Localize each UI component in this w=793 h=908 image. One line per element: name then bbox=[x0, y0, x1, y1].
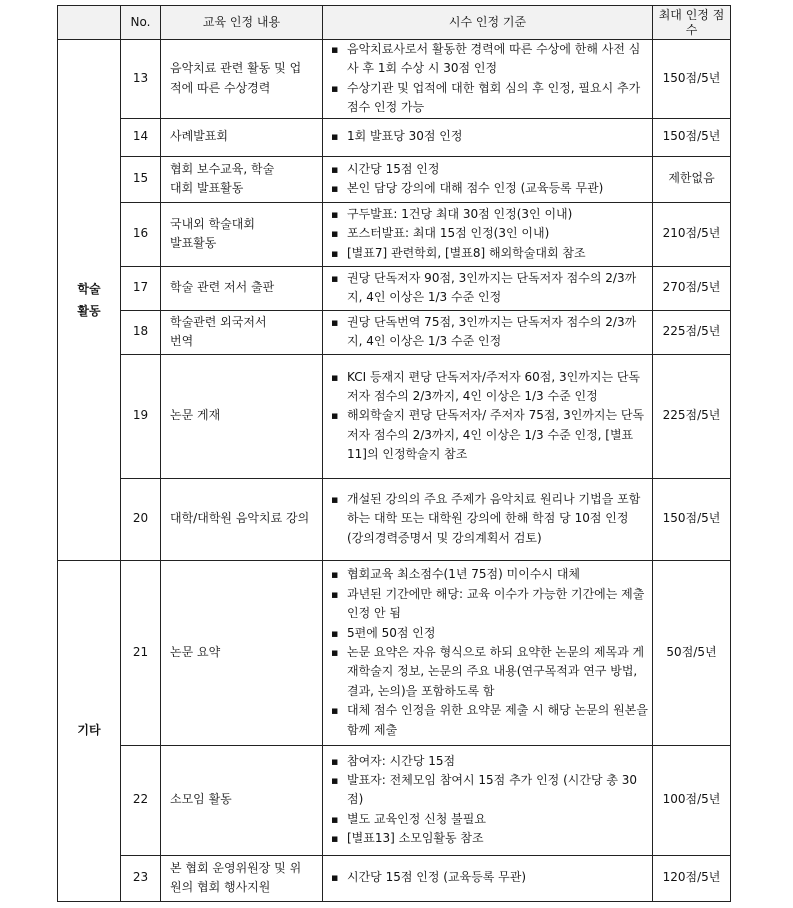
content-cell bbox=[161, 156, 323, 202]
row-number: 18 bbox=[121, 310, 161, 354]
criteria-list bbox=[327, 313, 648, 352]
max-score-cell: 225점/5년 bbox=[653, 354, 731, 478]
criteria-list bbox=[327, 752, 648, 849]
criteria-item: ▪ 1회 발표당 30점 인정 bbox=[327, 127, 648, 146]
table-row bbox=[58, 202, 731, 266]
header-category bbox=[58, 6, 121, 40]
max-score-cell: 210점/5년 bbox=[653, 202, 731, 266]
criteria-item: ▪ 논문 요약은 자유 형식으로 하되 요약한 논문의 제목과 게재학술지 정보, 논문의 주요 내용(연구목적과 연구 방법, 결과, 논의)을 포함하도록 함 bbox=[327, 643, 648, 701]
criteria-list bbox=[327, 40, 648, 118]
row-number: 21 bbox=[121, 560, 161, 745]
table-row bbox=[58, 40, 731, 119]
criteria-item: ▪ 권당 단독번역 75점, 3인까지는 단독저자 점수의 2/3까지, 4인 이상은 1/3 수준 인정 bbox=[327, 313, 648, 352]
criteria-cell bbox=[323, 266, 653, 310]
max-score-cell: 270점/5년 bbox=[653, 266, 731, 310]
row-number: 15 bbox=[121, 156, 161, 202]
content-text: 논문 게재 bbox=[170, 408, 221, 423]
criteria-cell bbox=[323, 560, 653, 745]
content-text: 국내외 학술대회 발표활동 bbox=[170, 216, 255, 251]
criteria-item: ▪ 과년된 기간에만 해당: 교육 이수가 가능한 기간에는 제출 인정 안 됨 bbox=[327, 585, 648, 624]
criteria-cell bbox=[323, 310, 653, 354]
content-cell bbox=[161, 266, 323, 310]
content-cell bbox=[161, 354, 323, 478]
content-text: 대학/대학원 음악치료 강의 bbox=[170, 511, 310, 526]
content-cell bbox=[161, 40, 323, 119]
criteria-cell bbox=[323, 745, 653, 855]
criteria-item: ▪ 권당 단독저자 90점, 3인까지는 단독저자 점수의 2/3까지, 4인 이상은 1/3 수준 인정 bbox=[327, 269, 648, 308]
criteria-item: ▪ 포스터발표: 최대 15점 인정(3인 이내) bbox=[327, 224, 648, 243]
max-score-cell: 100점/5년 bbox=[653, 745, 731, 855]
criteria-list bbox=[327, 565, 648, 740]
criteria-item: ▪ 본인 담당 강의에 대해 점수 인정 (교육등록 무관) bbox=[327, 179, 648, 198]
criteria-cell bbox=[323, 855, 653, 901]
max-score-cell: 150점/5년 bbox=[653, 478, 731, 560]
content-cell bbox=[161, 855, 323, 901]
header-content: 교육 인정 내용 bbox=[161, 6, 323, 40]
criteria-list bbox=[327, 127, 648, 146]
criteria-list bbox=[327, 368, 648, 465]
content-cell bbox=[161, 745, 323, 855]
content-text: 협회 보수교육, 학술대회 발표활동 bbox=[170, 161, 275, 196]
category-cell bbox=[58, 560, 121, 901]
row-number: 13 bbox=[121, 40, 161, 119]
criteria-list bbox=[327, 205, 648, 263]
criteria-item: ▪ 5편에 50점 인정 bbox=[327, 624, 648, 643]
content-text: 음악치료 관련 활동 및 업적에 따른 수상경력 bbox=[170, 61, 302, 95]
table-header-row bbox=[58, 6, 731, 40]
table-row bbox=[58, 266, 731, 310]
criteria-item: ▪ 참여자: 시간당 15점 bbox=[327, 752, 648, 771]
row-number: 17 bbox=[121, 266, 161, 310]
table-row bbox=[58, 560, 731, 745]
criteria-cell bbox=[323, 478, 653, 560]
criteria-item: ▪ 시간당 15점 인정 bbox=[327, 160, 648, 179]
row-number: 20 bbox=[121, 478, 161, 560]
table-row bbox=[58, 156, 731, 202]
criteria-item: ▪ 해외학술지 편당 단독저자/ 주저자 75점, 3인까지는 단독저자 점수의 2/3까지, 4인 이상은 1/3 수준 인정, [별표11]의 인정학술지 참조 bbox=[327, 406, 648, 464]
category-cell bbox=[58, 40, 121, 561]
max-score-cell: 50점/5년 bbox=[653, 560, 731, 745]
row-number: 22 bbox=[121, 745, 161, 855]
criteria-item: ▪ 시간당 15점 인정 (교육등록 무관) bbox=[327, 868, 648, 887]
max-score-cell: 150점/5년 bbox=[653, 118, 731, 156]
criteria-item: ▪ 협회교육 최소점수(1년 75점) 미이수시 대체 bbox=[327, 565, 648, 584]
criteria-list bbox=[327, 269, 648, 308]
category-label: 학술 활동 bbox=[77, 281, 101, 318]
criteria-item: ▪ 수상기관 및 업적에 대한 협회 심의 후 인정, 필요시 추가점수 인정 가능 bbox=[327, 79, 648, 118]
table-row bbox=[58, 745, 731, 855]
criteria-cell bbox=[323, 118, 653, 156]
table-row bbox=[58, 354, 731, 478]
table-row bbox=[58, 118, 731, 156]
criteria-item: ▪ 발표자: 전체모임 참여시 15점 추가 인정 (시간당 총 30점) bbox=[327, 771, 648, 810]
max-score-cell: 120점/5년 bbox=[653, 855, 731, 901]
category-label: 기타 bbox=[77, 722, 101, 737]
row-number: 16 bbox=[121, 202, 161, 266]
criteria-cell bbox=[323, 202, 653, 266]
content-cell bbox=[161, 118, 323, 156]
content-text: 소모임 활동 bbox=[170, 792, 232, 807]
criteria-cell bbox=[323, 40, 653, 119]
criteria-item: ▪ 개설된 강의의 주요 주제가 음악치료 원리나 기법을 포함하는 대학 또는 대학원 강의에 한해 학점 당 10점 인정 (강의경력증명서 및 강의계획서 검토) bbox=[327, 490, 648, 548]
criteria-list bbox=[327, 868, 648, 887]
criteria-item: ▪ 대체 점수 인정을 위한 요약문 제출 시 해당 논문의 원본을 함께 제출 bbox=[327, 701, 648, 740]
criteria-cell bbox=[323, 354, 653, 478]
content-cell bbox=[161, 310, 323, 354]
criteria-item: ▪ [별표13] 소모임활동 참조 bbox=[327, 829, 648, 848]
table-row bbox=[58, 855, 731, 901]
criteria-item: ▪ 구두발표: 1건당 최대 30점 인정(3인 이내) bbox=[327, 205, 648, 224]
row-number: 14 bbox=[121, 118, 161, 156]
row-number: 19 bbox=[121, 354, 161, 478]
table-row bbox=[58, 310, 731, 354]
header-no: No. bbox=[121, 6, 161, 40]
content-text: 논문 요약 bbox=[170, 644, 221, 659]
criteria-item: ▪ KCI 등재지 편당 단독저자/주저자 60점, 3인까지는 단독저자 점수의 2/3까지, 4인 이상은 1/3 수준 인정 bbox=[327, 368, 648, 407]
content-text: 본 협회 운영위원장 및 위원의 협회 행사지원 bbox=[170, 860, 302, 895]
table-row bbox=[58, 478, 731, 560]
max-score-cell: 제한없음 bbox=[653, 156, 731, 202]
content-cell bbox=[161, 560, 323, 745]
content-text: 학술관련 외국저서 번역 bbox=[170, 314, 267, 349]
content-text: 사례발표회 bbox=[170, 129, 228, 144]
header-criteria: 시수 인정 기준 bbox=[323, 6, 653, 40]
content-cell bbox=[161, 478, 323, 560]
max-score-cell: 225점/5년 bbox=[653, 310, 731, 354]
criteria-item: ▪ 음악치료사로서 활동한 경력에 따른 수상에 한해 사전 심사 후 1회 수상 시 30점 인정 bbox=[327, 40, 648, 79]
content-cell bbox=[161, 202, 323, 266]
criteria-list bbox=[327, 160, 648, 199]
max-score-cell: 150점/5년 bbox=[653, 40, 731, 119]
criteria-item: ▪ [별표7] 관련학회, [별표8] 해외학술대회 참조 bbox=[327, 244, 648, 263]
criteria-cell bbox=[323, 156, 653, 202]
credit-table bbox=[57, 5, 731, 902]
content-text: 학술 관련 저서 출판 bbox=[170, 280, 275, 295]
header-max-score: 최대 인정 점수 bbox=[653, 6, 731, 40]
criteria-list bbox=[327, 490, 648, 548]
row-number: 23 bbox=[121, 855, 161, 901]
criteria-item: ▪ 별도 교육인정 신청 불필요 bbox=[327, 810, 648, 829]
